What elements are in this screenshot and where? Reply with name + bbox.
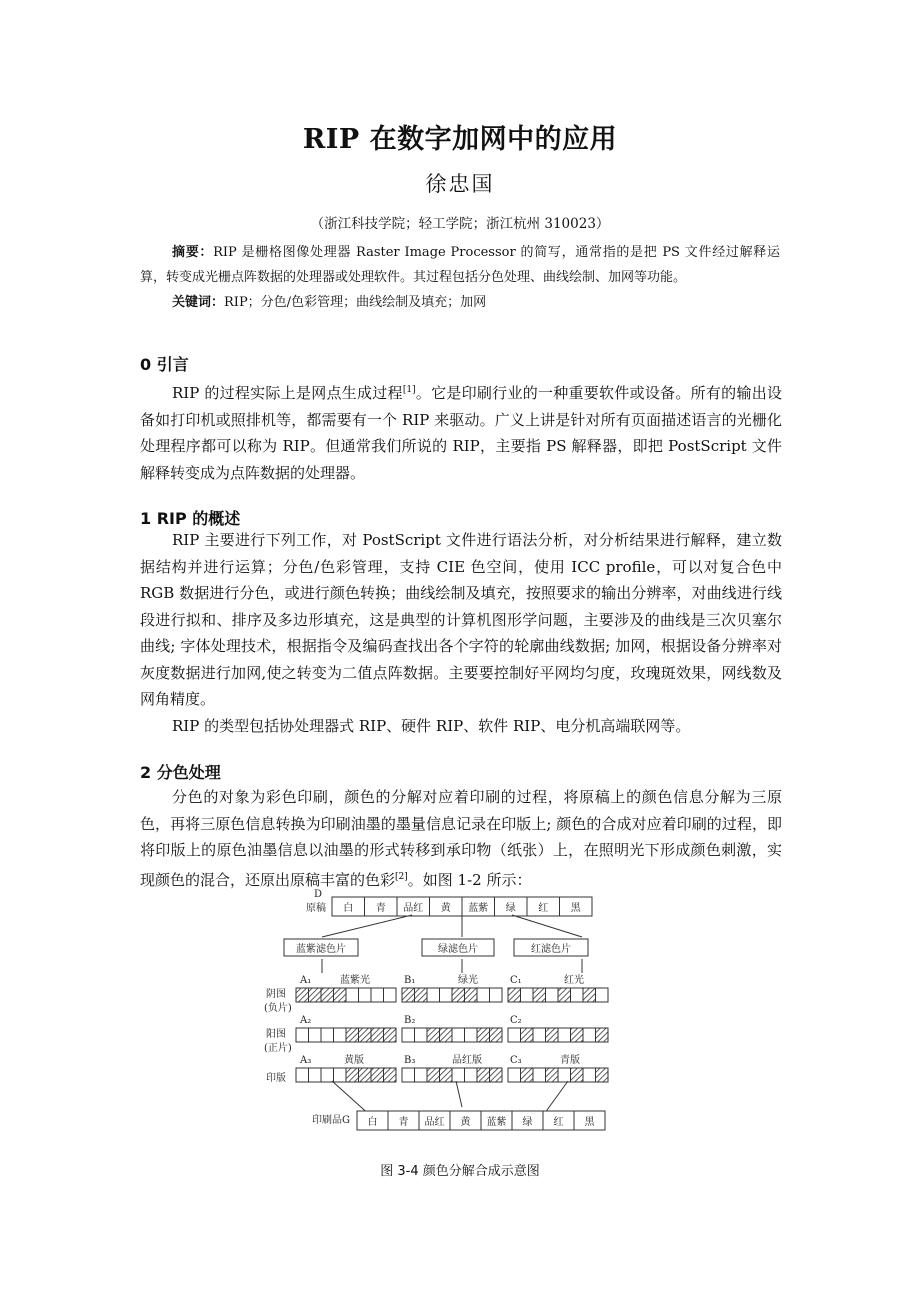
- strip-cell: [490, 1068, 503, 1082]
- strip-cell: [508, 1028, 521, 1042]
- print-cell-label: 红: [553, 1117, 564, 1128]
- strip-cell: [558, 988, 571, 1002]
- strip-cell: [321, 988, 334, 1002]
- strip-cell: [309, 1068, 322, 1082]
- strip-cell: [371, 1028, 384, 1042]
- print-cell-label: 黑: [584, 1117, 595, 1128]
- strip-cell: [402, 988, 415, 1002]
- strip-cell: [583, 1068, 596, 1082]
- strip-cell: [571, 1068, 584, 1082]
- svg-text:A₂: A₂: [300, 1015, 312, 1026]
- plate-label: 印版: [266, 1073, 286, 1084]
- strip-cell: [546, 1028, 559, 1042]
- strip-cell: [490, 988, 503, 1002]
- abstract-label: 摘要：: [172, 245, 214, 260]
- strip-cell: [296, 1068, 309, 1082]
- strip-cell: [359, 1028, 372, 1042]
- keywords-label: 关键词：: [172, 295, 225, 310]
- citation-ref: [1]: [402, 385, 416, 395]
- paper-title: RIP 在数字加网中的应用: [302, 124, 618, 155]
- negative-label: 阴图: [266, 989, 286, 1000]
- svg-text:B₂: B₂: [404, 1015, 416, 1026]
- strip-cell: [346, 1028, 359, 1042]
- original-color-row: [332, 897, 592, 916]
- strip-cell: [359, 988, 372, 1002]
- original-cell-label: 青: [375, 903, 386, 914]
- filter-label: 红滤色片: [531, 944, 571, 955]
- figure-caption: 图 3-4 颜色分解合成示意图: [380, 1164, 540, 1179]
- strip-cell: [533, 1028, 546, 1042]
- print-cell-label: 黄: [460, 1117, 471, 1128]
- strip-cell: [452, 988, 465, 1002]
- original-cell-label: 白: [343, 903, 354, 914]
- strip-cell: [490, 1028, 503, 1042]
- strip-cell: [465, 1068, 478, 1082]
- print-cell-label: 蓝紫: [486, 1117, 507, 1128]
- affiliation: （浙江科技学院；轻工学院；浙江杭州 310023）: [310, 216, 610, 232]
- strip-cell: [415, 1028, 428, 1042]
- strip-cell: [571, 988, 584, 1002]
- paragraph: RIP 主要进行下列工作，对 PostScript 文件进行语法分析，对分析结果进行解释，建立数据结构并进行运算；分色/色彩管理，支持 CIE 色空间，使用 ICC profile，可以对复合色中 RGB 数据进行分色，或进行颜色转换；曲线绘制及填充，按照要求的输出分辨率，对曲线进行线段进行拟和、排序及多边形填充，这是典型的计算机图形学问题，主要涉及的曲线是三次贝塞尔曲线; 字体处理技术，根据指令及编码查找出各个字符的轮廓曲线数据; 加网，根据设备分辨率对灰度数据进行加网,使之转变为二值点阵数据。主要要控制好平网均匀度，玫瑰斑效果，网线数及网角精度。: [140, 531, 782, 708]
- svg-text:绿光: 绿光: [458, 975, 478, 986]
- filter-label: 绿滤色片: [438, 944, 478, 955]
- strip-cell: [309, 988, 322, 1002]
- original-cell-label: 黄: [440, 903, 451, 914]
- svg-text:C₂: C₂: [510, 1015, 522, 1026]
- print-label: 印刷品G: [312, 1115, 350, 1126]
- strip-cell: [415, 988, 428, 1002]
- paragraph: 分色的对象为彩色印刷，颜色的分解对应着印刷的过程，将原稿上的颜色信息分解为三原色，再将三原色信息转换为印刷油墨的墨量信息记录在印版上; 颜色的合成对应着印刷的过程，即将印版上的原色油墨信息以油墨的形式转移到承印物（纸张）上，在照明光下形成颜色刺激，实现颜色的混合，还原出原稿丰富的色彩[2]。如图 1-2 所示：: [140, 788, 782, 889]
- original-label: 原稿: [306, 903, 326, 914]
- print-color-row: [357, 1111, 605, 1130]
- negative-label-sub: (负片): [264, 1003, 292, 1014]
- svg-text:C₃: C₃: [510, 1055, 522, 1066]
- svg-text:黄版: 黄版: [344, 1055, 364, 1066]
- color-separation-figure: [262, 885, 664, 1137]
- keywords: [172, 291, 486, 310]
- original-cell-label: 红: [538, 903, 549, 914]
- column-a: [299, 973, 370, 1066]
- strip-cell: [359, 1068, 372, 1082]
- section-separation-body: [140, 784, 782, 893]
- strip-cell: [321, 1028, 334, 1042]
- strip-cell: [346, 1068, 359, 1082]
- strip-cell: [571, 1028, 584, 1042]
- strip-cell: [427, 1028, 440, 1042]
- positive-label-sub: (正片): [264, 1043, 292, 1054]
- strip-cell: [596, 1068, 609, 1082]
- positive-label: 阳图: [266, 1029, 286, 1040]
- strip-cell: [296, 988, 309, 1002]
- strip-cell: [596, 1028, 609, 1042]
- column-c: [510, 973, 584, 1066]
- separation-strips: [296, 988, 608, 1082]
- strip-cell: [440, 1068, 453, 1082]
- strip-cell: [521, 1028, 534, 1042]
- original-cell-label: 品红: [403, 903, 424, 914]
- strip-cell: [558, 1028, 571, 1042]
- svg-text:A₃: A₃: [300, 1055, 312, 1066]
- original-cell-label: 绿: [505, 903, 516, 914]
- strip-cell: [402, 1068, 415, 1082]
- print-cell-label: 品红: [424, 1117, 445, 1128]
- strip-cell: [596, 988, 609, 1002]
- section-overview-body: [140, 527, 782, 739]
- section-heading-overview: 1 RIP 的概述: [140, 509, 241, 528]
- strip-cell: [558, 1068, 571, 1082]
- original-letter: D: [314, 889, 323, 900]
- citation-ref: [2]: [395, 871, 408, 882]
- strip-cell: [440, 1028, 453, 1042]
- strip-cell: [346, 988, 359, 1002]
- strip-cell: [533, 988, 546, 1002]
- strip-cell: [452, 1068, 465, 1082]
- strip-cell: [309, 1028, 322, 1042]
- strip-cell: [465, 1028, 478, 1042]
- section-intro-body: [140, 377, 782, 486]
- strip-cell: [384, 1028, 397, 1042]
- strip-cell: [583, 1028, 596, 1042]
- strip-cell: [546, 988, 559, 1002]
- print-cell-label: 绿: [522, 1117, 533, 1128]
- column-b: [404, 973, 482, 1066]
- strip-cell: [334, 1028, 347, 1042]
- strip-cell: [321, 1068, 334, 1082]
- strip-cell: [583, 988, 596, 1002]
- svg-text:B₃: B₃: [404, 1055, 416, 1066]
- strip-cell: [402, 1028, 415, 1042]
- strip-cell: [384, 988, 397, 1002]
- paragraph: RIP 的过程实际上是网点生成过程[1]。它是印刷行业的一种重要软件或设备。所有的输出设备如打印机或照排机等，都需要有一个 RIP 来驱动。广义上讲是针对所有页面描述语言的光栅化处理程序都可以称为 RIP。但通常我们所说的 RIP，主要指 PS 解释器，即把 PostScript 文件解释转变成为点阵数据的处理器。: [140, 384, 782, 482]
- strip-cell: [452, 1028, 465, 1042]
- strip-cell: [440, 988, 453, 1002]
- svg-text:B₁: B₁: [404, 975, 416, 986]
- strip-cell: [296, 1028, 309, 1042]
- strip-cell: [477, 988, 490, 1002]
- print-cell-label: 白: [367, 1117, 378, 1128]
- strip-cell: [521, 988, 534, 1002]
- print-cell-label: 青: [398, 1117, 409, 1128]
- svg-text:C₁: C₁: [510, 975, 522, 986]
- author-name: 徐忠国: [425, 172, 495, 196]
- paragraph: RIP 的类型包括协处理器式 RIP、硬件 RIP、软件 RIP、电分机高端联网等。: [172, 716, 691, 735]
- strip-cell: [508, 988, 521, 1002]
- original-cell-label: 黑: [570, 903, 581, 914]
- svg-text:品红版: 品红版: [452, 1055, 482, 1066]
- original-cell-label: 蓝紫: [468, 903, 489, 914]
- strip-cell: [371, 988, 384, 1002]
- strip-cell: [533, 1068, 546, 1082]
- strip-cell: [334, 988, 347, 1002]
- abstract-text: RIP 是栅格图像处理器 Raster Image Processor 的简写，通常指的是把 PS 文件经过解释运算，转变成光栅点阵数据的处理器或处理软件。其过程包括分色处理、曲线绘制、加网等功能。: [140, 245, 780, 285]
- strip-cell: [427, 1068, 440, 1082]
- abstract: [140, 240, 780, 290]
- strip-cell: [384, 1068, 397, 1082]
- strip-cell: [371, 1068, 384, 1082]
- svg-text:红光: 红光: [564, 975, 584, 986]
- section-heading-intro: 0 引言: [140, 355, 189, 374]
- strip-cell: [477, 1068, 490, 1082]
- strip-cell: [415, 1068, 428, 1082]
- svg-text:青版: 青版: [560, 1055, 580, 1066]
- strip-cell: [546, 1068, 559, 1082]
- strip-cell: [465, 988, 478, 1002]
- svg-text:A₁: A₁: [300, 975, 312, 986]
- section-heading-separation: 2 分色处理: [140, 763, 221, 782]
- svg-text:蓝紫光: 蓝紫光: [340, 975, 370, 986]
- keywords-text: RIP；分色/色彩管理；曲线绘制及填充；加网: [224, 295, 487, 310]
- filter-label: 蓝紫滤色片: [296, 944, 346, 955]
- strip-cell: [477, 1028, 490, 1042]
- strip-cell: [334, 1068, 347, 1082]
- strip-cell: [427, 988, 440, 1002]
- strip-cell: [521, 1068, 534, 1082]
- strip-cell: [508, 1068, 521, 1082]
